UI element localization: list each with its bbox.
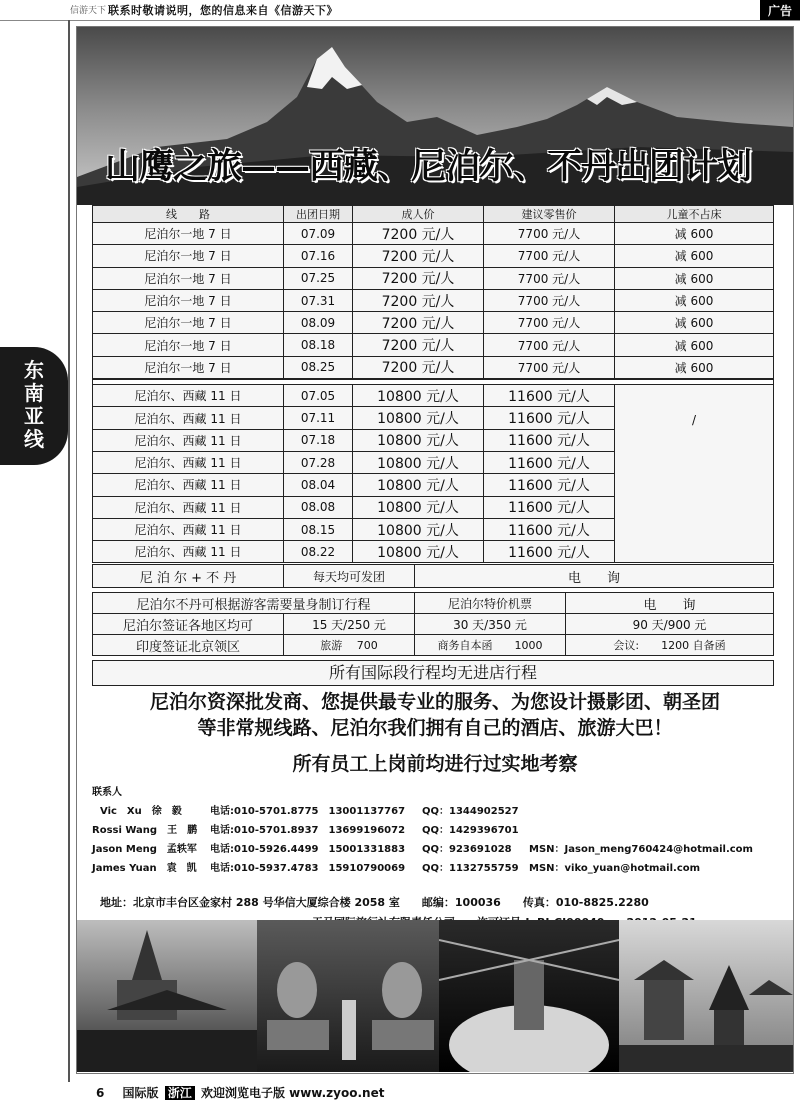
publication-logo: 信游天下 xyxy=(70,6,107,16)
date-cell: 07.25 xyxy=(284,267,353,289)
retail-price-cell: 11600 元/人 xyxy=(484,407,615,429)
date-cell: 07.09 xyxy=(284,223,353,245)
contact-phone: 电话:010-5701.8775 13001137767 xyxy=(210,806,406,817)
col-adult: 成人价 xyxy=(353,206,484,223)
retail-price-cell: 7700 元/人 xyxy=(484,289,615,311)
retail-price-cell: 7700 元/人 xyxy=(484,267,615,289)
nepal-visa: 尼泊尔签证各地区均可 xyxy=(93,614,284,635)
retail-price-cell: 7700 元/人 xyxy=(484,223,615,245)
retail-price-cell: 11600 元/人 xyxy=(484,451,615,473)
page-footer xyxy=(96,1084,384,1101)
date-cell: 08.08 xyxy=(284,496,353,518)
route-cell: 尼泊尔一地 7 日 xyxy=(93,289,284,311)
guardian-statues-photo xyxy=(257,920,439,1072)
section-tab xyxy=(0,347,68,465)
visa-15: 15 天/250 元 xyxy=(284,614,415,635)
bhutan-price: 电 询 xyxy=(415,565,774,588)
adult-price-cell: 10800 元/人 xyxy=(353,451,484,473)
route-cell: 尼泊尔、西藏 11 日 xyxy=(93,474,284,496)
custom-itinerary: 尼泊尔不丹可根据游客需要量身制订行程 xyxy=(93,593,415,614)
contact-qq: QQ：1344902527 xyxy=(422,806,519,817)
contact-phone: 电话:010-5926.4499 15001331883 xyxy=(210,844,406,855)
contact-qq: QQ：1429396701 xyxy=(422,825,519,836)
date-cell: 07.05 xyxy=(284,385,353,407)
route-cell: 尼泊尔、西藏 11 日 xyxy=(93,451,284,473)
mountain-banner xyxy=(77,27,793,205)
adult-price-cell: 7200 元/人 xyxy=(353,245,484,267)
retail-price-cell: 11600 元/人 xyxy=(484,385,615,407)
child-discount-cell: 减 600 xyxy=(615,223,774,245)
adult-price-cell: 10800 元/人 xyxy=(353,541,484,563)
extras-table xyxy=(92,564,774,656)
table-row xyxy=(93,334,774,356)
table-row xyxy=(93,223,774,245)
air-ticket-price: 电 询 xyxy=(566,593,774,614)
date-cell: 07.18 xyxy=(284,429,353,451)
date-cell: 08.18 xyxy=(284,334,353,356)
adult-price-cell: 7200 元/人 xyxy=(353,356,484,379)
no-shopping-notice: 所有国际段行程均无进店行程 xyxy=(92,660,774,686)
col-child: 儿童不占床 xyxy=(615,206,774,223)
visa-30: 30 天/350 元 xyxy=(415,614,566,635)
adult-price-cell: 7200 元/人 xyxy=(353,289,484,311)
stupa-photo xyxy=(77,920,257,1072)
table-row xyxy=(93,267,774,289)
child-discount-cell: 减 600 xyxy=(615,312,774,334)
contact-name: James Yuan 袁 凯 xyxy=(92,863,197,874)
adult-price-cell: 10800 元/人 xyxy=(353,407,484,429)
route-cell: 尼泊尔一地 7 日 xyxy=(93,356,284,379)
retail-price-cell: 7700 元/人 xyxy=(484,245,615,267)
contact-phone: 电话:010-5701.8937 13699196072 xyxy=(210,825,406,836)
extras-row-1 xyxy=(93,593,774,614)
child-discount-cell: 减 600 xyxy=(615,334,774,356)
child-discount-cell: 减 600 xyxy=(615,356,774,379)
india-business: 商务自本函 1000 xyxy=(415,635,566,656)
air-ticket: 尼泊尔特价机票 xyxy=(415,593,566,614)
adult-price-cell: 10800 元/人 xyxy=(353,518,484,540)
col-date: 出团日期 xyxy=(284,206,353,223)
top-notice: 联系时敬请说明，您的信息来自《信游天下》 xyxy=(108,4,338,17)
contact-name: Rossi Wang 王 鹏 xyxy=(92,825,198,836)
promo-line-1: 尼泊尔资深批发商、您提供最专业的服务、为您设计摄影团、朝圣团 xyxy=(149,691,720,713)
address: 地址：北京市丰台区金家村 288 号华信大厦综合楼 2058 室 邮编：100036 传真：010-8825.2280 xyxy=(100,896,649,909)
footer-tagline: 欢迎浏览电子版 www.zyoo.net xyxy=(200,1086,385,1100)
section-char: 线 xyxy=(24,427,44,451)
route-cell: 尼泊尔一地 7 日 xyxy=(93,267,284,289)
table-row xyxy=(93,356,774,379)
schedule-table xyxy=(92,205,774,563)
date-cell: 07.16 xyxy=(284,245,353,267)
india-tour: 旅游 700 xyxy=(284,635,415,656)
adult-price-cell: 7200 元/人 xyxy=(353,267,484,289)
date-cell: 07.31 xyxy=(284,289,353,311)
date-cell: 08.09 xyxy=(284,312,353,334)
contact-msn: MSN：Jason_meng760424@hotmail.com xyxy=(529,844,753,855)
table-header-row xyxy=(93,206,774,223)
contact-qq: QQ：1132755759 xyxy=(422,863,519,874)
section-char: 亚 xyxy=(24,404,44,428)
col-route: 线 路 xyxy=(93,206,284,223)
date-cell: 08.25 xyxy=(284,356,353,379)
route-cell: 尼泊尔、西藏 11 日 xyxy=(93,407,284,429)
india-conference: 会议: 1200 自备函 xyxy=(566,635,774,656)
date-cell: 08.04 xyxy=(284,474,353,496)
ad-title: 山鹰之旅——西藏、尼泊尔、不丹出团计划 xyxy=(105,146,752,187)
table-row xyxy=(93,385,774,407)
tibet-rows xyxy=(93,385,774,563)
page-number: 6 xyxy=(96,1086,105,1100)
retail-price-cell: 11600 元/人 xyxy=(484,496,615,518)
top-bar xyxy=(0,0,800,21)
adult-price-cell: 7200 元/人 xyxy=(353,223,484,245)
col-retail: 建议零售价 xyxy=(484,206,615,223)
retail-price-cell: 7700 元/人 xyxy=(484,356,615,379)
table-row xyxy=(93,289,774,311)
adult-price-cell: 10800 元/人 xyxy=(353,474,484,496)
contact-name: Jason Meng 孟轶军 xyxy=(92,844,197,855)
contact-msn: MSN：viko_yuan@hotmail.com xyxy=(529,863,701,874)
adult-price-cell: 7200 元/人 xyxy=(353,312,484,334)
route-cell: 尼泊尔、西藏 11 日 xyxy=(93,518,284,540)
edition: 国际版 xyxy=(122,1086,159,1100)
visa-90: 90 天/900 元 xyxy=(566,614,774,635)
contact-qq: QQ：923691028 xyxy=(422,844,512,855)
route-cell: 尼泊尔一地 7 日 xyxy=(93,312,284,334)
adult-price-cell: 10800 元/人 xyxy=(353,496,484,518)
adult-price-cell: 10800 元/人 xyxy=(353,429,484,451)
contacts-label: 联系人 xyxy=(92,787,122,798)
retail-price-cell: 11600 元/人 xyxy=(484,541,615,563)
retail-price-cell: 7700 元/人 xyxy=(484,334,615,356)
date-cell: 08.22 xyxy=(284,541,353,563)
margin-rule xyxy=(68,20,70,1082)
date-cell: 07.28 xyxy=(284,451,353,473)
route-cell: 尼泊尔、西藏 11 日 xyxy=(93,541,284,563)
retail-price-cell: 11600 元/人 xyxy=(484,474,615,496)
retail-price-cell: 11600 元/人 xyxy=(484,518,615,540)
table-row xyxy=(93,312,774,334)
child-discount-cell: 减 600 xyxy=(615,267,774,289)
region: 浙江 xyxy=(165,1086,195,1100)
route-cell: 尼泊尔一地 7 日 xyxy=(93,223,284,245)
ad-tag: 广告 xyxy=(760,0,800,20)
route-cell: 尼泊尔、西藏 11 日 xyxy=(93,385,284,407)
table-row xyxy=(93,245,774,267)
advertisement xyxy=(76,26,794,1074)
photo-strip xyxy=(77,920,793,1072)
retail-price-cell: 7700 元/人 xyxy=(484,312,615,334)
child-discount-cell: / xyxy=(615,385,774,563)
section-char: 东 xyxy=(24,358,44,382)
contact-phone: 电话:010-5937.4783 15910790069 xyxy=(210,863,406,874)
nepal-rows xyxy=(93,223,774,380)
temples-photo xyxy=(619,920,793,1072)
child-discount-cell: 减 600 xyxy=(615,289,774,311)
promo-line-2: 等非常规线路、尼泊尔我们拥有自己的酒店、旅游大巴！ xyxy=(197,717,673,739)
route-cell: 尼泊尔一地 7 日 xyxy=(93,245,284,267)
contact-name: Vic Xu 徐 毅 xyxy=(100,806,182,817)
india-visa: 印度签证北京领区 xyxy=(93,635,284,656)
retail-price-cell: 11600 元/人 xyxy=(484,429,615,451)
extras-row-2 xyxy=(93,614,774,635)
route-cell: 尼泊尔、西藏 11 日 xyxy=(93,496,284,518)
route-cell: 尼泊尔一地 7 日 xyxy=(93,334,284,356)
promo-line-3: 所有员工上岗前均进行过实地考察 xyxy=(292,753,578,775)
bhutan-date: 每天均可发团 xyxy=(284,565,415,588)
prayer-flags-photo xyxy=(439,920,619,1072)
adult-price-cell: 10800 元/人 xyxy=(353,385,484,407)
child-discount-cell: 减 600 xyxy=(615,245,774,267)
extras-row-3 xyxy=(93,635,774,656)
bhutan-row xyxy=(93,565,774,588)
adult-price-cell: 7200 元/人 xyxy=(353,334,484,356)
date-cell: 08.15 xyxy=(284,518,353,540)
promo-text xyxy=(77,689,793,741)
date-cell: 07.11 xyxy=(284,407,353,429)
bhutan-route: 尼 泊 尔 + 不 丹 xyxy=(93,565,284,588)
route-cell: 尼泊尔、西藏 11 日 xyxy=(93,429,284,451)
section-char: 南 xyxy=(24,381,44,405)
